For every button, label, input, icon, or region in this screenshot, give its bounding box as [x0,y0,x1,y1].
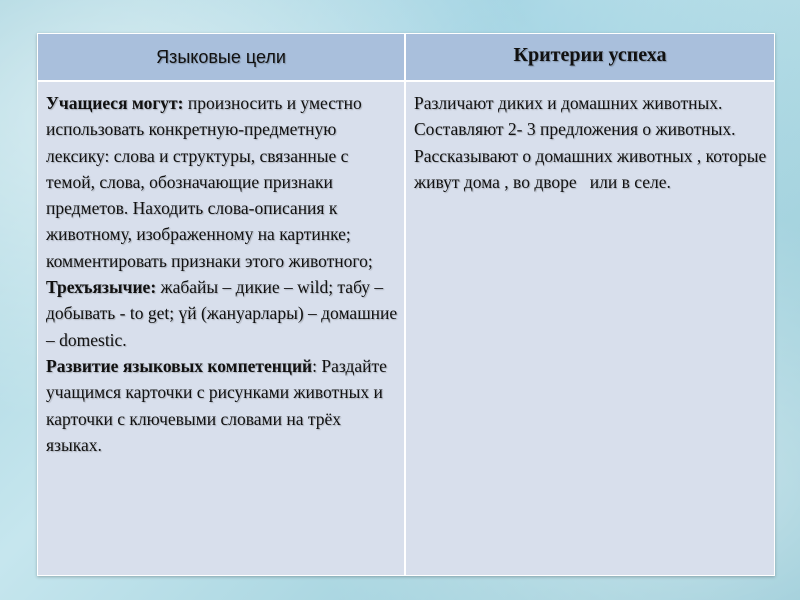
language-goals-cell [37,81,405,576]
competencies-label: Развитие языковых компетенций [46,355,313,376]
trilingual-paragraph [46,274,398,353]
criteria-line-1: Различают диких и домашних животных. [414,93,723,113]
students-can-paragraph [46,90,398,274]
goals-table [37,33,775,576]
competencies-text: : Раздайте учащимся карточки с рисунками животных и карточки с ключевыми словами на трёх языках. [46,355,387,455]
competencies-paragraph [46,353,398,458]
students-can-label: Учащиеся могут: [46,93,184,113]
trilingual-text: жабайы – дикие – wild; табу – добывать - to get; үй (жануарлары) – домашние – domestic. [46,277,398,350]
criteria-line-3: Рассказывают о домашних животных , которые живут дома , во дворе или в селе. [414,145,771,192]
header-language-goals: Языковые цели [37,33,405,81]
criteria-line-2: Составляют 2- 3 предложения о животных. [414,119,736,140]
students-can-text: произносить и уместно использовать конкретную-предметную лексику: слова и структуры, связанные с темой, слова, обозначающие признаки предметов. Находить слова-описания к животному, изображенному на картинке; комментировать признаки этого животного; [46,93,373,271]
trilingual-label: Трехъязычие: [46,277,157,298]
success-criteria-cell [405,81,775,576]
header-success-criteria: Критерии успеха [405,33,775,81]
